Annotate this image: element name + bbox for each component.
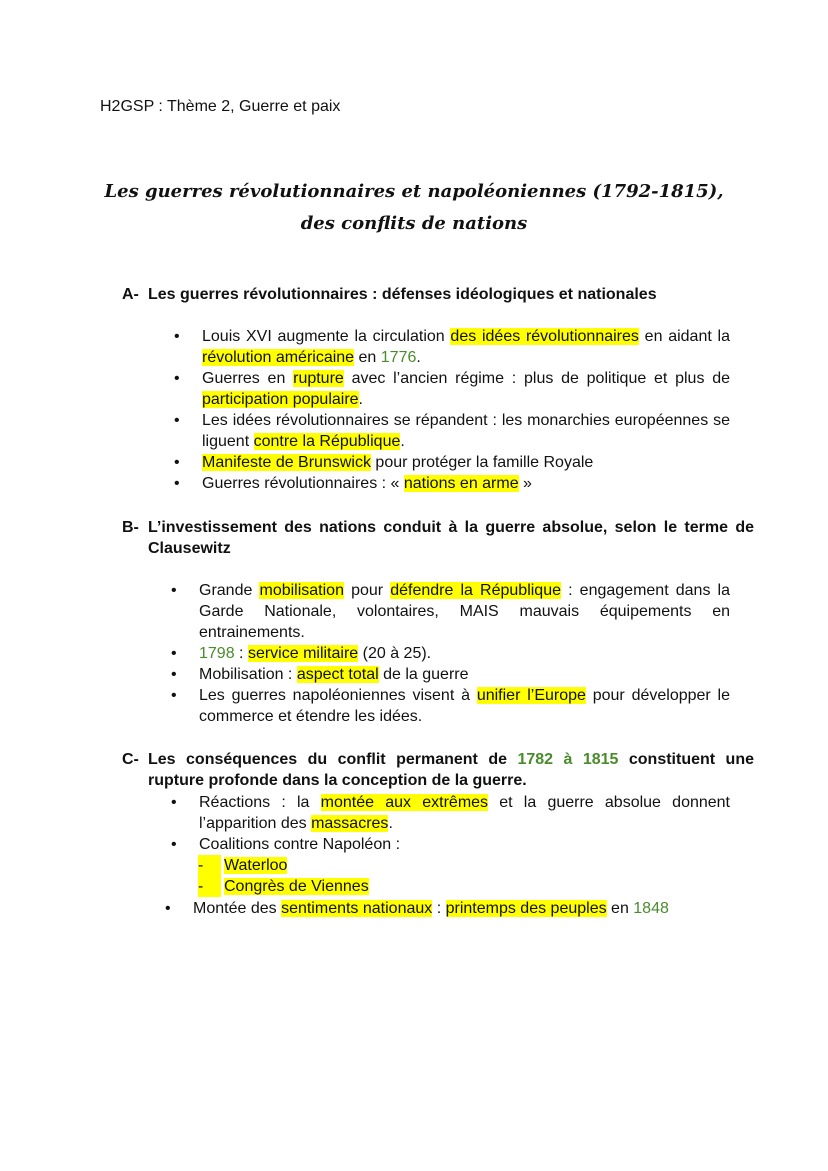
sub-list-item: - Waterloo (198, 857, 288, 874)
list-item: • Réactions : la montée aux extrêmes et la guerre absolue donnent l’apparition des massacres. (171, 794, 731, 832)
bullet-icon: • (174, 475, 180, 492)
list-item: • Manifeste de Brunswick pour protéger la famille Royale (174, 454, 594, 471)
bullet-icon: • (174, 370, 180, 387)
bullet-icon: • (171, 645, 177, 662)
section-b-heading (122, 517, 754, 559)
section-a-heading (122, 284, 754, 305)
section-b-title: L’investissement des nations conduit à la guerre absolue, selon le terme de Clausewitz (148, 519, 754, 557)
section-a-list (174, 326, 731, 494)
section-a-title: Les guerres révolutionnaires : défenses idéologiques et nationales (148, 286, 657, 303)
section-c-letter: C- (122, 751, 139, 768)
coalitions-sublist (198, 855, 369, 897)
section-a-letter: A- (122, 286, 139, 303)
bullet-icon: • (171, 582, 177, 599)
bullet-icon: • (174, 454, 180, 471)
bullet-icon: • (165, 900, 171, 917)
section-c-list-2 (165, 898, 730, 919)
dash-icon: - (198, 878, 222, 895)
list-item: • Mobilisation : aspect total de la guerre (171, 666, 469, 683)
list-item: • 1798 : service militaire (20 à 25). (171, 645, 432, 662)
list-item: • Les guerres napoléoniennes visent à unifier l’Europe pour développer le commerce et étendre les idées. (171, 687, 731, 725)
sub-list-item: - Congrès de Viennes (198, 878, 369, 895)
bullet-icon: • (171, 794, 177, 811)
section-c-list (171, 792, 731, 855)
list-item: • Guerres révolutionnaires : « nations en arme » (174, 475, 532, 492)
bullet-icon: • (171, 666, 177, 683)
bullet-icon: • (174, 412, 180, 429)
section-b-list (171, 580, 731, 727)
list-item: • Montée des sentiments nationaux : printemps des peuples en 1848 (165, 900, 669, 917)
list-item: • Les idées révolutionnaires se répandent : les monarchies européennes se liguent contre la République. (174, 412, 730, 450)
dash-icon: - (198, 857, 222, 874)
list-item: • Grande mobilisation pour défendre la République : engagement dans la Garde Nationale, volontaires, MAIS mauvais équipements en entrainements. (171, 582, 731, 641)
list-item: • Coalitions contre Napoléon : (171, 836, 401, 853)
bullet-icon: • (171, 687, 177, 704)
section-b-letter: B- (122, 519, 139, 536)
document-title: Les guerres révolutionnaires et napoléoniennes (1792-1815), des conflits de nations (104, 181, 724, 234)
list-item: • Guerres en rupture avec l’ancien régime : plus de politique et plus de participation populaire. (174, 370, 730, 408)
bullet-icon: • (171, 836, 177, 853)
list-item: • Louis XVI augmente la circulation des idées révolutionnaires en aidant la révolution américaine en 1776. (174, 328, 731, 366)
bullet-icon: • (174, 328, 180, 345)
document-header: H2GSP : Thème 2, Guerre et paix (100, 98, 341, 115)
section-c-heading: C- Les conséquences du conflit permanent de 1782 à 1815 constituent une rupture profonde dans la conception de la guerre. (122, 751, 755, 789)
